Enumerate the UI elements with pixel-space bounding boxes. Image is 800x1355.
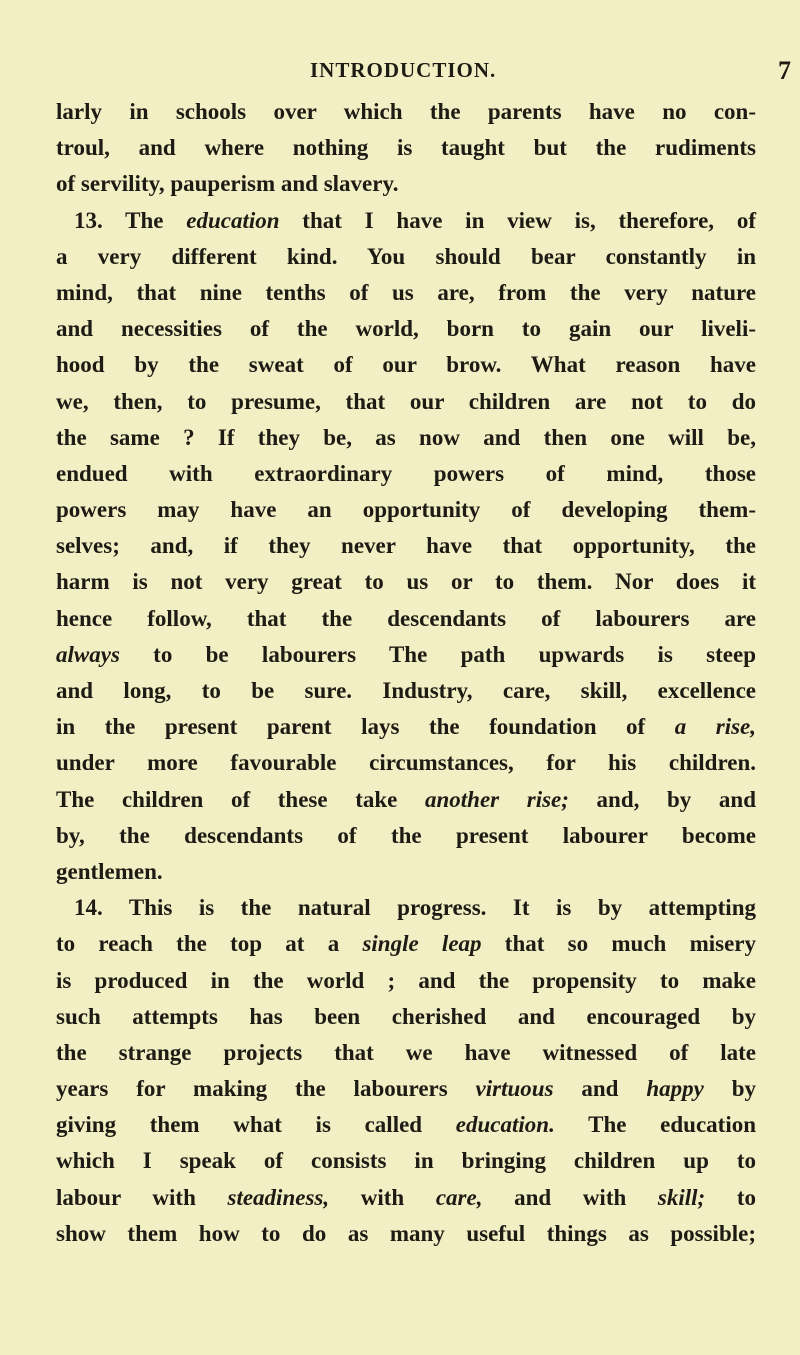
text-segment: is produced in the world ; and the propensity to make: [56, 967, 756, 993]
text-line: [56, 347, 756, 383]
text-segment: the same ? If they be, as now and then one will be,: [56, 424, 756, 450]
text-segment: by: [703, 1076, 756, 1102]
text-line: [56, 854, 756, 890]
text-segment: giving them what is called: [56, 1112, 456, 1138]
text-line: [56, 311, 756, 347]
text-segment: hence follow, that the descendants of labourers are: [56, 605, 756, 631]
text-line: [56, 1180, 756, 1216]
text-line: [56, 818, 756, 854]
text-line: [56, 275, 756, 311]
text-line: [56, 239, 756, 275]
text-line: [56, 782, 756, 818]
text-line: [56, 890, 756, 926]
text-line: [56, 130, 756, 166]
text-segment: which I speak of consists in bringing children up to: [56, 1148, 756, 1174]
text-segment: to be labourers The path upwards is steep: [119, 641, 756, 667]
text-segment: endued with extraordinary powers of mind, those: [56, 460, 756, 486]
text-line: [56, 745, 756, 781]
italic-text: steadiness,: [227, 1184, 330, 1210]
text-line: [56, 564, 756, 600]
text-segment: we, then, to presume, that our children are not to do: [56, 388, 756, 414]
text-line: [56, 384, 756, 420]
text-segment: under more favourable circumstances, for his children.: [56, 750, 756, 776]
text-line: [56, 203, 756, 239]
italic-text: always: [56, 641, 120, 667]
italic-text: education: [186, 207, 280, 233]
header-title: INTRODUCTION.: [310, 58, 497, 82]
text-line: [56, 709, 756, 745]
text-segment: years for making the labourers: [56, 1076, 476, 1102]
text-line: [56, 420, 756, 456]
text-segment: hood by the sweat of our brow. What reason have: [56, 352, 756, 378]
italic-text: education.: [455, 1112, 555, 1138]
text-segment: show them how to do as many useful things as possible;: [56, 1220, 756, 1246]
text-line: [56, 1035, 756, 1071]
text-segment: troul, and where nothing is taught but the rudiments: [56, 135, 756, 161]
text-segment: harm is not very great to us or to them. Nor does it: [56, 569, 756, 595]
text-segment: selves; and, if they never have that opportunity, the: [56, 533, 756, 559]
text-segment: in the present parent lays the foundation of: [56, 714, 675, 740]
text-line: [56, 456, 756, 492]
text-segment: by, the descendants of the present labourer become: [56, 822, 756, 848]
text-line: [56, 601, 756, 637]
body-text: [56, 94, 756, 1252]
text-segment: to: [705, 1184, 756, 1210]
page-number: 7: [778, 56, 791, 85]
text-segment: with: [329, 1184, 436, 1210]
italic-text: another rise;: [424, 786, 569, 812]
text-segment: and necessities of the world, born to gain our liveli-: [56, 316, 756, 342]
text-segment: the strange projects that we have witnessed of late: [56, 1039, 756, 1065]
text-line: [56, 637, 756, 673]
text-segment: The children of these take: [56, 786, 425, 812]
text-line: [56, 999, 756, 1035]
text-line: [56, 926, 756, 962]
text-segment: 14. This is the natural progress. It is by attempting: [74, 895, 756, 921]
text-line: [56, 166, 756, 202]
text-line: [56, 1071, 756, 1107]
text-line: [56, 1143, 756, 1179]
text-segment: that I have in view is, therefore, of: [279, 207, 756, 233]
italic-text: care,: [435, 1184, 483, 1210]
text-segment: gentlemen.: [56, 858, 163, 884]
italic-text: a rise,: [674, 714, 756, 740]
text-segment: 13. The: [74, 207, 187, 233]
text-segment: mind, that nine tenths of us are, from the very nature: [56, 279, 756, 305]
text-line: [56, 528, 756, 564]
text-segment: and: [553, 1076, 647, 1102]
running-header: [0, 56, 800, 90]
text-segment: such attempts has been cherished and encouraged by: [56, 1003, 756, 1029]
italic-text: virtuous: [475, 1076, 554, 1102]
text-segment: and with: [482, 1184, 658, 1210]
text-segment: that so much misery: [481, 931, 756, 957]
italic-text: happy: [646, 1076, 704, 1102]
text-line: [56, 1216, 756, 1252]
text-line: [56, 1107, 756, 1143]
text-segment: and long, to be sure. Industry, care, skill, excellence: [56, 678, 756, 703]
text-segment: and, by and: [568, 786, 756, 812]
text-segment: labour with: [56, 1184, 228, 1210]
text-line: [56, 673, 756, 709]
text-line: [56, 963, 756, 999]
text-segment: The education: [554, 1112, 756, 1138]
italic-text: single leap: [362, 931, 482, 957]
text-segment: to reach the top at a: [56, 931, 363, 957]
text-segment: larly in schools over which the parents have no con-: [56, 99, 756, 124]
text-segment: powers may have an opportunity of developing them-: [56, 497, 756, 523]
italic-text: skill;: [657, 1184, 706, 1210]
text-segment: of servility, pauperism and slavery.: [56, 171, 399, 197]
text-line: [56, 94, 756, 130]
text-line: [56, 492, 756, 528]
text-segment: a very different kind. You should bear constantly in: [56, 243, 756, 269]
